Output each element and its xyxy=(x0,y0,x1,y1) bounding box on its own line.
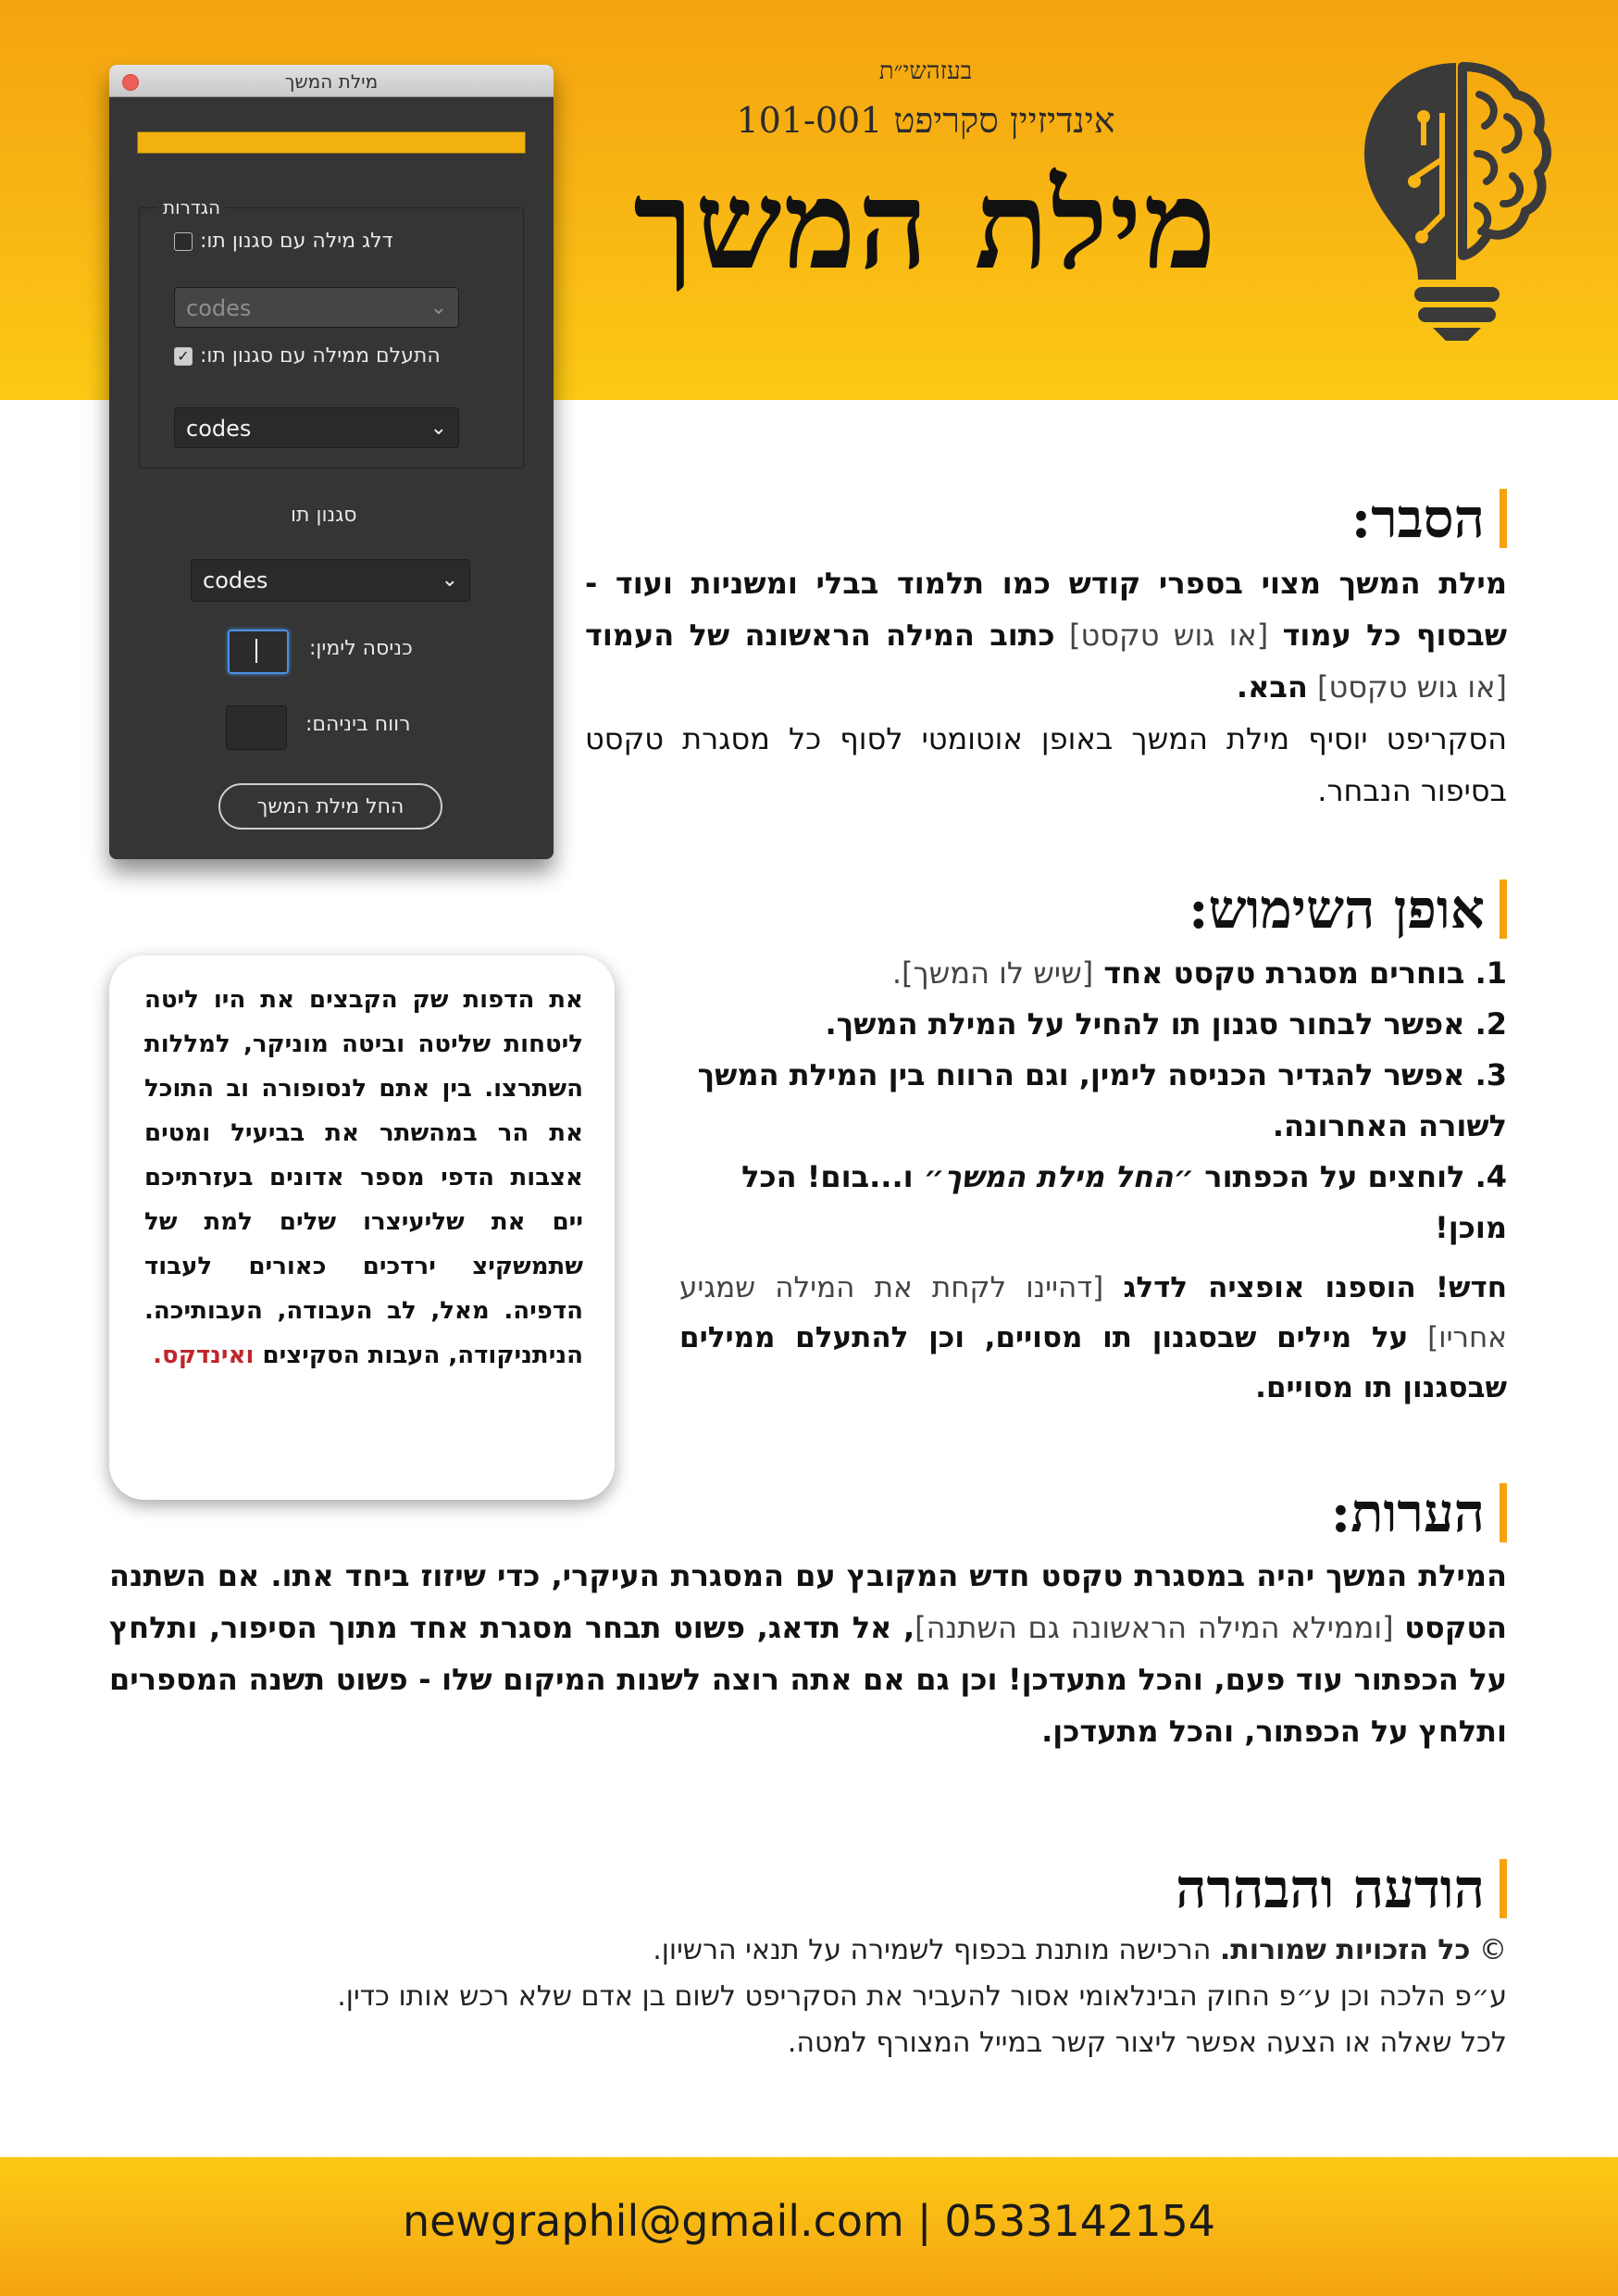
ignore-checkbox-label: התעלם ממילה עם סגנון תו: xyxy=(200,344,441,368)
indent-label: כניסה לימין: xyxy=(309,637,413,660)
disclaimer-heading-text: הודעה והבהרה xyxy=(1176,1857,1485,1920)
usage-new-note xyxy=(679,1263,1507,1413)
gap-input[interactable] xyxy=(226,705,287,750)
usage-heading xyxy=(679,878,1507,941)
ignore-style-select[interactable] xyxy=(174,407,459,448)
new-badge: חדש! xyxy=(1435,1271,1507,1304)
ignore-option-row[interactable] xyxy=(174,344,441,368)
contact-separator: | xyxy=(916,2196,932,2246)
explanation-paragraph-1 xyxy=(585,557,1507,713)
heading-accent-bar xyxy=(1500,1859,1507,1918)
skip-style-select xyxy=(174,287,459,328)
usage-step-text: 4. לוחצים על הכפתור ״ xyxy=(1173,1159,1507,1194)
heading-accent-bar xyxy=(1500,880,1507,939)
explanation-aside: [או גוש טקסט] xyxy=(1317,669,1507,705)
explanation-heading xyxy=(585,487,1507,550)
skip-style-value: codes xyxy=(186,295,252,321)
sample-text-body: את הדפות שק הקבצים את היו ליטה ליטחות שליטה וביטה מוניקר, למללות השתרצו. בין אתם לנסופורה וב התוכל את הר במהשתר את בביעיל ומטים אצבות הדפי מספר אדונים בעזרתיכם יים את שליעיצרו שלים למת של שתמשקיצ ירדכים כאורים לעבוד הדפיה. מאל, לב העבודה, העבותיכה. הניתניקודה, העבות הסקיצים xyxy=(144,986,583,1369)
license-line: ע״פ הלכה וכן ע״פ החוק הבינלאומי אסור להעביר את הסקריפט לשום בן אדם שלא רכש אותו כדין. xyxy=(337,1980,1507,2013)
usage-step-text: 1. בוחרים מסגרת טקסט אחד xyxy=(1103,955,1507,991)
chevron-down-icon: ⌄ xyxy=(429,417,447,440)
usage-step: 3. אפשר להגדיר הכניסה לימין, וגם הרווח בין המילת המשך לשורה האחרונה. xyxy=(697,1057,1507,1143)
copyright-text-bold: כל הזכויות שמורות. xyxy=(1219,1934,1471,1966)
footer-banner xyxy=(0,2157,1618,2296)
usage-step: 2. אפשר לבחור סגנון תו להחיל על המילת המשך. xyxy=(825,1006,1507,1042)
char-style-label: סגנון תו xyxy=(291,504,357,527)
usage-step-text: ״ ו...בום! הכל מוכן! xyxy=(741,1159,1507,1245)
sample-text xyxy=(144,978,583,1378)
notes-heading xyxy=(109,1481,1507,1544)
usage-steps xyxy=(679,948,1507,1254)
ignore-style-value: codes xyxy=(186,416,252,442)
dialog-titlebar[interactable] xyxy=(109,65,554,97)
explanation-text: כתוב המילה הראשונה של העמוד xyxy=(585,618,1055,653)
usage-step xyxy=(679,948,1507,999)
new-note-text: הוספנו אופציה לדלג xyxy=(1123,1271,1416,1304)
disclaimer-section xyxy=(109,1857,1507,2066)
contact-line: לכל שאלה או הצעה אפשר ליצור קשר במייל המצורף למטה. xyxy=(787,2027,1507,2059)
sample-text-highlight: ואינדקס. xyxy=(153,1341,255,1369)
heading-accent-bar xyxy=(1500,1483,1507,1542)
page-title: מילת המשך xyxy=(633,154,1218,297)
sample-text-card xyxy=(109,955,615,1500)
copyright-text: הרכישה מותנת בכפוף לשמירה על תנאי הרשיון. xyxy=(653,1934,1220,1966)
skip-option-row[interactable] xyxy=(174,230,393,253)
explanation-section xyxy=(585,487,1507,817)
header-blessing: בעזהשי״ת xyxy=(878,57,973,85)
notes-text: , אל תדאג, פשוט תבחר מסגרת אחד מתוך הסיפור, ותלחץ על הכפתור עוד פעם, והכל מתעדכן! וכן גם אם אתה רוצה לשנות המיקום שלו - פשוט תשנה המספרים ותלחץ על הכפתור, והכל מתעדכן. xyxy=(109,1610,1507,1749)
explanation-heading-text: הסבר: xyxy=(1350,487,1485,550)
disclaimer-heading xyxy=(109,1857,1507,1920)
start-button[interactable]: החל מילת המשך xyxy=(218,783,442,830)
chevron-down-icon: ⌄ xyxy=(441,568,458,592)
header-subtitle: אינדיזיין סקריפט 101-001 xyxy=(736,100,1115,141)
contact-email[interactable]: newgraphil@gmail.com xyxy=(402,2196,904,2246)
usage-step-aside: [שיש לו המשך]. xyxy=(891,955,1094,991)
ignore-checkbox[interactable]: ✓ xyxy=(174,347,193,366)
copyright-symbol: © xyxy=(1470,1934,1507,1966)
explanation-text: הבא. xyxy=(1236,669,1308,705)
new-note-text: על מילים שבסגנון תו מסויים, וכן להתעלם ממילים שבסגנון תו מסויים. xyxy=(679,1321,1507,1404)
contact-phone[interactable]: 0533142154 xyxy=(944,2196,1216,2246)
gap-label: רווח ביניהם: xyxy=(305,713,411,736)
notes-aside: [וממילא המילה הראשונה גם השתנה] xyxy=(915,1610,1394,1645)
explanation-text: מילת המשך מצוי בספרי קודש כמו תלמוד בבלי ומשניות ועוד - שבסוף כל עמוד xyxy=(585,566,1508,653)
settings-group-label: הגדרות xyxy=(157,196,226,218)
usage-heading-text: אופן השימוש: xyxy=(1189,878,1485,941)
explanation-aside: [או גוש טקסט] xyxy=(1069,618,1269,653)
notes-section xyxy=(109,1481,1507,1757)
notes-text: המילת המשך יהיה במסגרת טקסט חדש המקובץ עם המסגרת העיקרי, כדי שיזוז ביחד אתו. אם השתנה הטקסט xyxy=(109,1558,1508,1645)
usage-step xyxy=(679,1152,1507,1254)
new-note-aside: [דהיינו לקחת את המילה שמגיע אחריו] xyxy=(679,1271,1508,1354)
skip-checkbox-label: דלג מילה עם סגנון תו: xyxy=(200,230,393,253)
notes-paragraph xyxy=(109,1550,1507,1757)
notes-heading-text: הערות: xyxy=(1330,1481,1485,1544)
char-style-value: codes xyxy=(203,568,268,593)
char-style-select[interactable] xyxy=(191,559,470,602)
lightbulb-brain-icon xyxy=(1359,57,1553,344)
skip-checkbox[interactable] xyxy=(174,232,193,251)
chevron-down-icon: ⌄ xyxy=(429,296,447,319)
explanation-paragraph-2: הסקריפט יוסיף מילת המשך באופן אוטומטי לסוף כל מסגרת טקסט בסיפור הנבחר. xyxy=(585,721,1507,808)
usage-step-button-ref: החל מילת המשך xyxy=(944,1159,1174,1194)
copyright-line xyxy=(109,1928,1507,1974)
indent-input[interactable] xyxy=(228,630,289,674)
script-dialog xyxy=(109,65,554,859)
footer-contact xyxy=(0,2196,1618,2246)
dialog-title: מילת המשך xyxy=(284,70,379,93)
progress-bar xyxy=(137,131,526,154)
usage-section xyxy=(679,878,1507,1413)
heading-accent-bar xyxy=(1500,489,1507,548)
